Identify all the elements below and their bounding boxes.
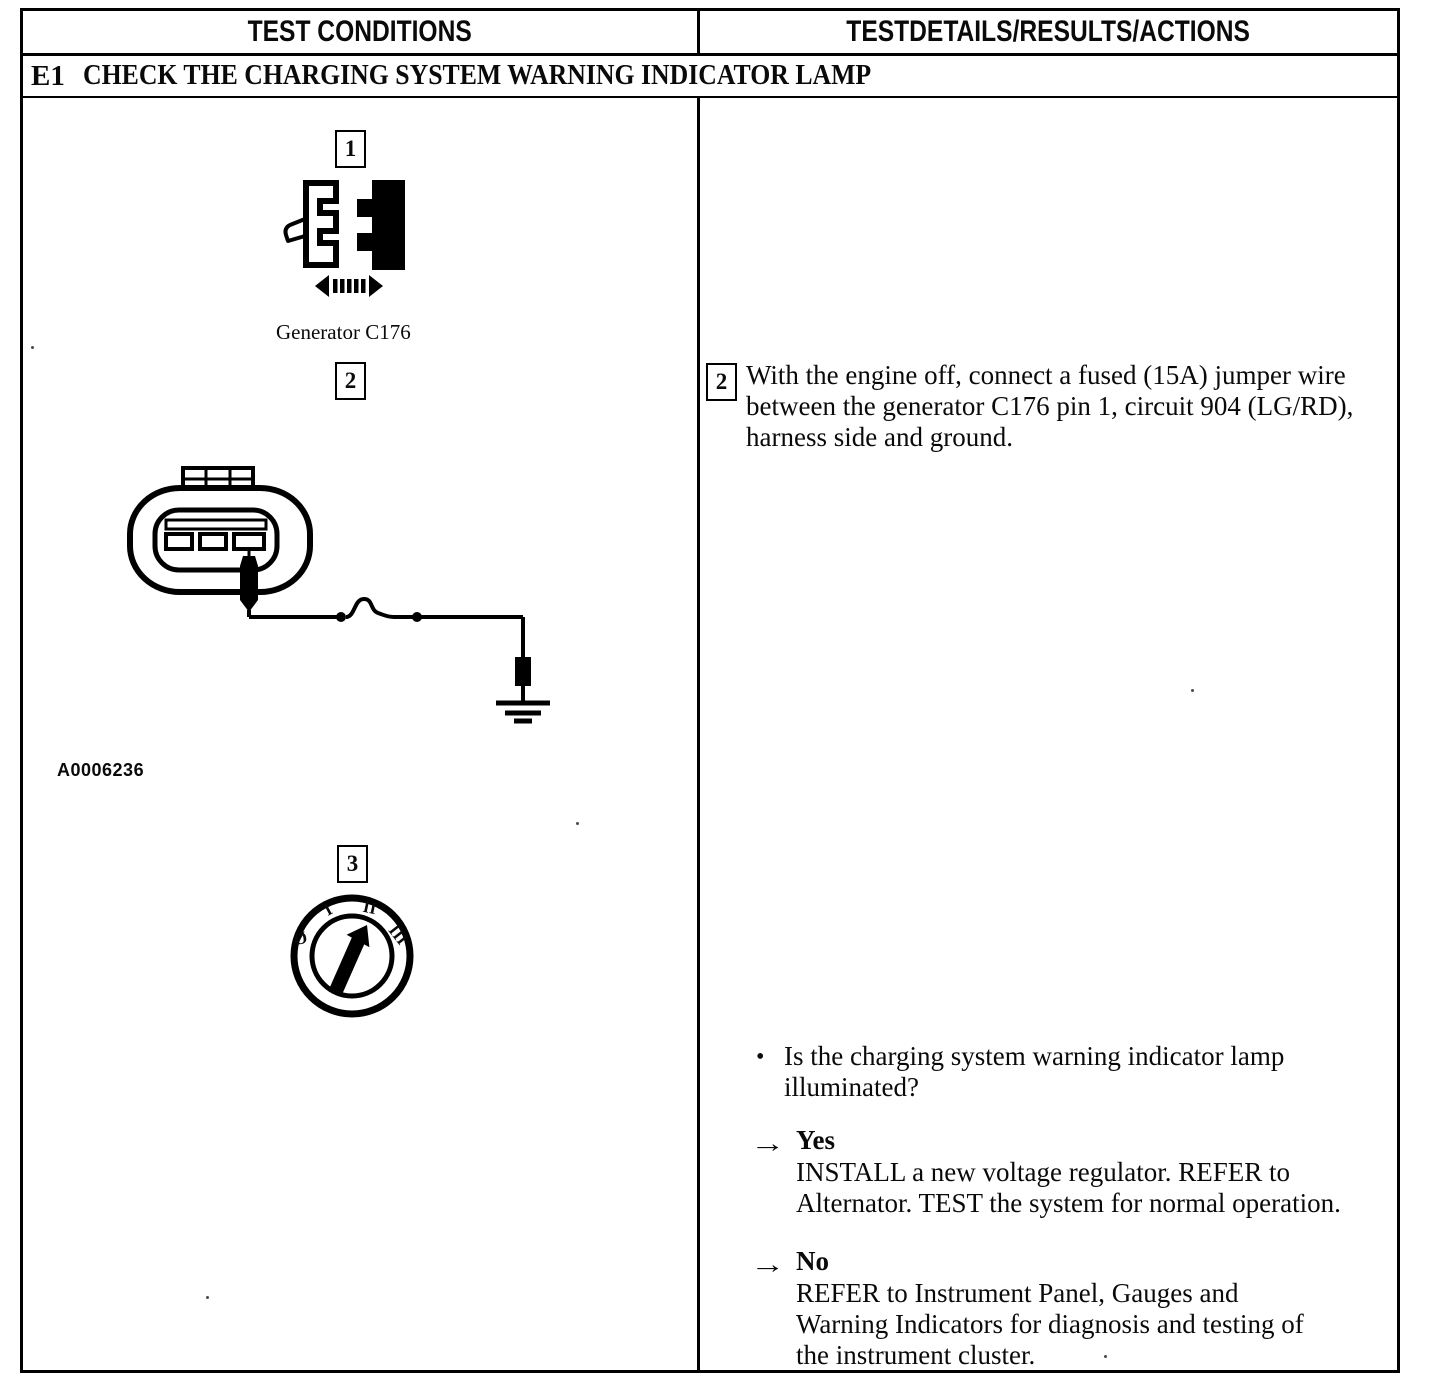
- ignition-position-iii: III: [384, 921, 412, 949]
- scan-speck: [31, 346, 34, 349]
- result-no-label: No: [796, 1246, 829, 1276]
- callout-2-box-left: 2: [335, 362, 366, 400]
- callout-1-box: 1: [335, 130, 366, 168]
- test-conditions-cell: [23, 98, 700, 1370]
- test-step-row: [23, 56, 1397, 98]
- scan-speck: [1191, 689, 1194, 692]
- ignition-switch-icon: [287, 891, 417, 1021]
- scan-speck: [1104, 1355, 1107, 1358]
- callout-2-box-right: 2: [706, 363, 737, 401]
- test-conditions-header-cell: [23, 11, 700, 53]
- test-conditions-header: TEST CONDITIONS: [247, 15, 473, 48]
- jumper-wire-to-ground-diagram: [110, 460, 560, 738]
- result-yes-action: INSTALL a new voltage regulator. REFER to Alternator. TEST the system for normal operation.: [796, 1157, 1341, 1218]
- result-yes-arrow-icon: →: [750, 1129, 786, 1158]
- figure-id: A0006236: [57, 760, 145, 780]
- test-details-header-cell: [700, 11, 1397, 53]
- question-text: Is the charging system warning indicator lamp illuminated?: [784, 1041, 1285, 1102]
- callout-3-box: 3: [337, 845, 368, 883]
- scan-speck: [576, 822, 579, 825]
- connector-caption: Generator C176: [276, 320, 411, 344]
- connector-disconnect-icon: [280, 175, 412, 303]
- result-no-action: REFER to Instrument Panel, Gauges and Warning Indicators for diagnosis and testing of the instrument cluster.: [796, 1278, 1304, 1370]
- test-step-id: E1: [31, 59, 65, 92]
- test-details-cell: [700, 98, 1397, 1370]
- ignition-position-i: I: [320, 899, 336, 920]
- test-body-row: [23, 98, 1397, 1370]
- bullet-icon: •: [756, 1044, 765, 1070]
- scan-speck: [206, 1296, 209, 1299]
- table-header-row: [23, 11, 1397, 56]
- test-details-header: TESTDETAILS/RESULTS/ACTIONS: [846, 15, 1251, 48]
- ignition-position-off: Ø: [292, 927, 309, 950]
- result-yes-label: Yes: [796, 1125, 835, 1155]
- result-no-arrow-icon: →: [750, 1250, 786, 1279]
- test-step-title: CHECK THE CHARGING SYSTEM WARNING INDICATOR LAMP: [83, 60, 872, 91]
- ignition-position-ii: II: [361, 896, 379, 919]
- ignition-key-arrow: [329, 925, 370, 996]
- ignition-switch-diagram: [287, 891, 417, 1021]
- step2-instruction: With the engine off, connect a fused (15A) jumper wire between the generator C176 pin 1, circuit 904 (LG/RD), harness side and ground.: [746, 360, 1354, 452]
